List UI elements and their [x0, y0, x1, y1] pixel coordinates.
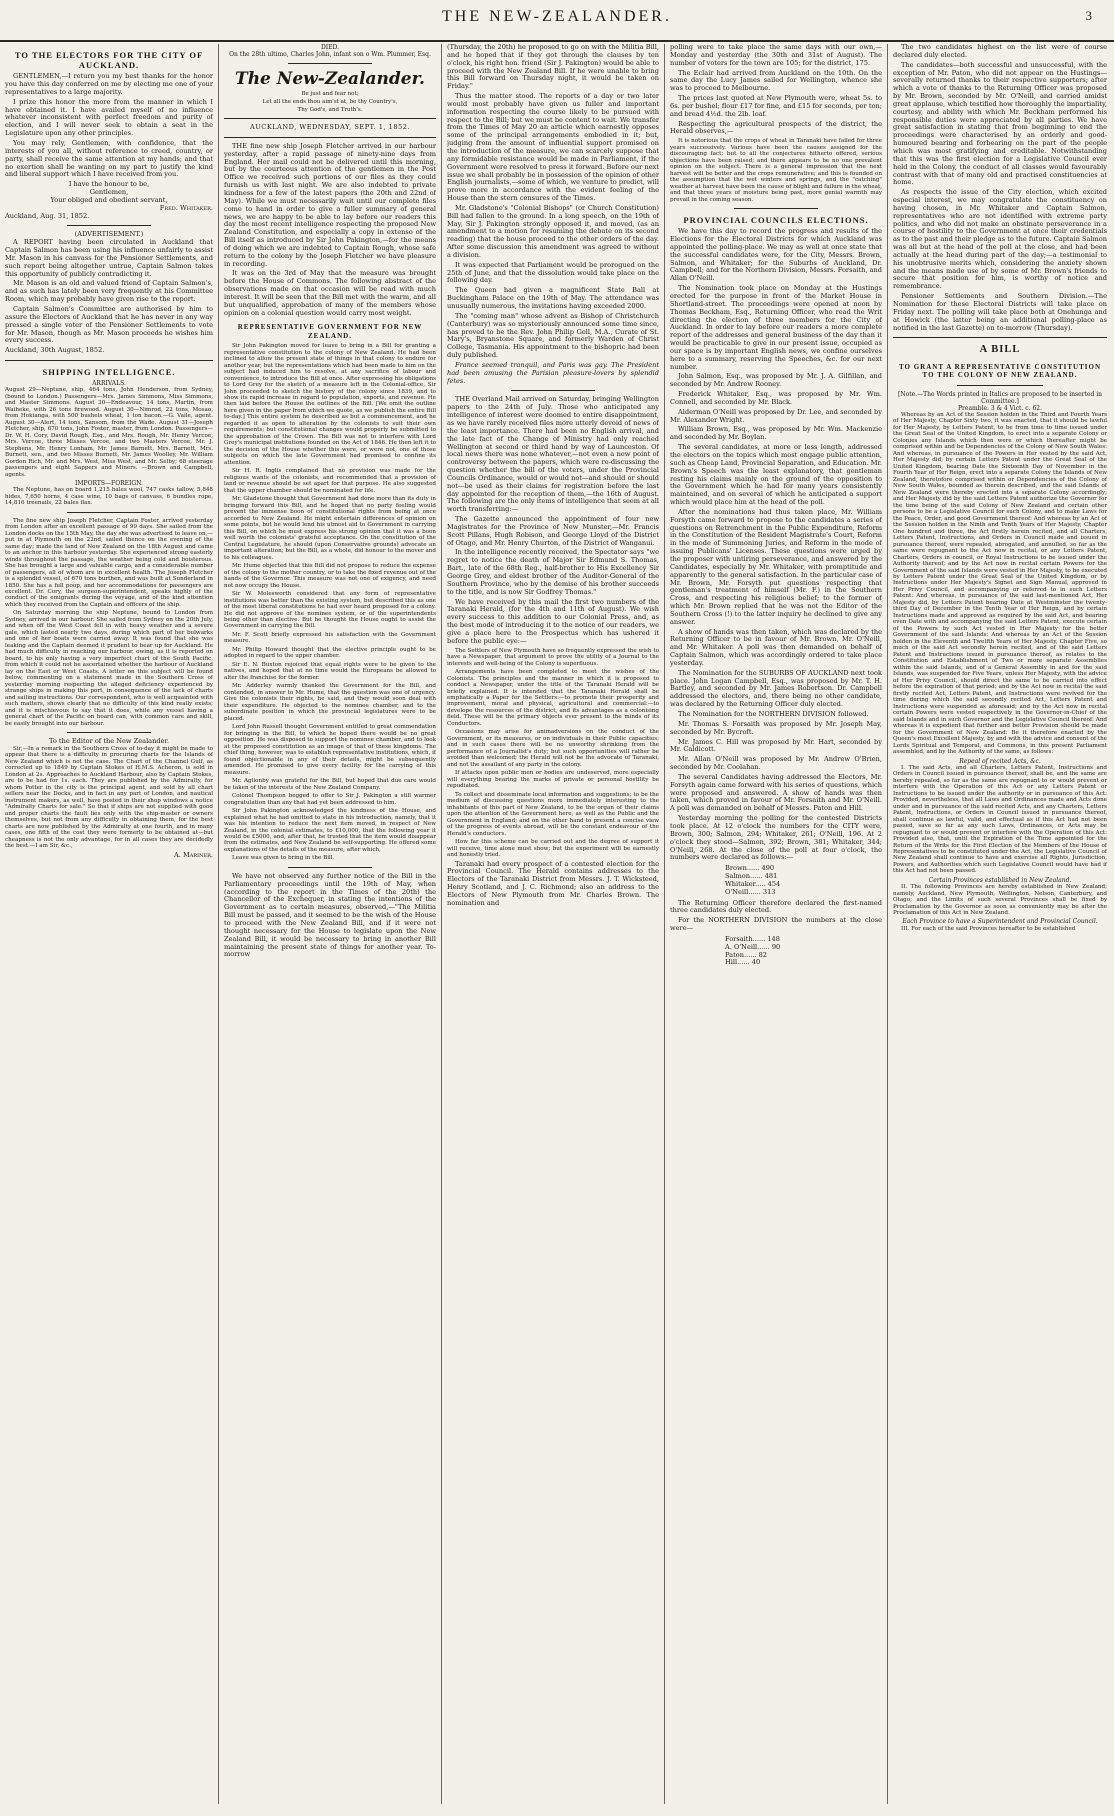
prospectus-paragraph: If attacks upon public men or bodies are undeserved, more especially will everything bearing the marks of private or personal hostility be repudiated. — [447, 770, 659, 790]
editor-letter: Sir,—In a remark in the Southern Cross of to-day it might be made to appear that there is a difficulty in procuring charts for the Islands of New Zealand which is not the case. The Chart of the Channel Gulf, as corrected up to 1849 by Captain Stokes of H.M.S. Acheron, is sold in London at 2s. Approaches to Auckland Harbour, also by Captain Stokes, are to be had for 1s. each. They are published by the Admiralty, for whom Potter in the city is the principal agent, and sold by all chart sellers near the Docks, and in fact in any part of London, and nautical instrument makers, as well, have posted in their shop windows a notice "Admiralty Charts for sale." So that if ships are not supplied with good and proper charts the fault lies only with the ship-master or owners themselves, but not from any difficulty in obtaining them, for the best charts are now published by the Admiralty at one fourth, and in many cases, one fifth of the cost they were formerly to be obtained at—but cheapness is not the only advantage, for in all cases they are decidedly the best.—I am Sir, &c., — [5, 746, 213, 850]
article-paragraph: The Nomination took place on Monday at the Hustings erected for the purpose in front of the Market House in Shortland-street. The proceedings were opened at noon by Thomas Beckham, Esq., Returning Officer, who read the Writ directing the election of three members for the City of Auckland. In order to lay before our readers a more complete report of the addresses and general business of the day than it would be practicable to give in our present issue, occupied as our space is by important English news, we confine ourselves here to a summary, reserving the Speeches, &c. for our next number. — [670, 284, 882, 371]
article-paragraph: For the NORTHERN DIVISION the numbers at the close were— — [670, 916, 882, 933]
motto-line: Thy God's, and Truth's. — [297, 106, 363, 113]
poll-row: O'Neill...... 313 — [725, 887, 776, 896]
divider — [67, 512, 150, 513]
divider — [511, 390, 596, 391]
article-paragraph: The Gazette announced the appointment of four new Magistrates for the Province of New Munster,—Mr. Francis Scott Pillans, Hugh Robison, and George Lloyd of the District of Otago, and Mr. Henry Churton, of the District of Wanganui. — [447, 515, 659, 547]
article-paragraph: (Thursday, the 20th) he proposed to go on with the Militia Bill, and he hoped that if they got through the clauses by ten o'clock, his right hon. friend (Sir J. Pakington) would be able to proceed with the New Zealand Bill. If he were unable to bring this Bill forward on Thursday night, it would be taken on Friday." — [447, 44, 659, 91]
poll-row: A. O'Neill...... 90 — [725, 942, 781, 951]
electors-closing: Gentlemen, — [89, 188, 129, 197]
bill-preamble-label: Preamble. 3 & 4 Vict. c. 62. — [958, 404, 1042, 412]
divider — [734, 208, 819, 209]
article-paragraph: Colonel Thompson begged to offer to Sir J. Pakington a still warmer congratulation than any that had yet been addressed to him. — [224, 793, 436, 806]
bill-paragraph: I. The said Acts, and all Charters, Letters Patent, Instructions and Orders in Council issued in pursuance thereof, shall be, and the same are hereby repealed, so far as the same are repugnant to or would prevent or interfere with the Operation of this Act or any Letters Patent or Instructions to be issued under the authority or in pursuance of this Act: Provided, nevertheless, that all Laws and Ordinances made and Acts done under and in pursuance of the said recited Acts, and any Charters, Letters Patent, Instructions, or Orders in Council issued in pursuance thereof, shall continue as lawful, valid, and effectual as if this Act had not been passed, save so far as any such Laws, Ordinances, or Acts may be repugnant to or would prevent or interfere with the Operation of this Act: Provided also, that, until the Expiration of the Time appointed for the Return of the Writs for the First Election of the Members of the House of Representatives to be constituted under the Act, the Legislative Council of New Zealand shall continue to have and exercise all Rights, Jurisdiction, Powers, and Authorities which such Legislative Council would have had if this Act had not been passed. — [893, 764, 1107, 875]
article-paragraph: The candidates—both successful and unsuccessful, with the exception of Mr. Paton, who did not appear on the Hustings—severally returned thanks to their respective supporters; after which a vote of thanks to the Returning Officer was proposed by Mr. Brown, seconded by Mr. O'Neill, and carried amidst great applause, which testified how thoroughly the impartiality, courtesy, and ability with which Mr. Beckham performed his responsible duties were appreciated by all parties. We have great satisfaction in stating that from beginning to end the proceedings were characterised by an orderly and good-humoured bearing and forbearing on the part of the people which was most gratifying and creditable. Notwithstanding that this was the first election for a Legislative Council ever held in the Colony, the conduct of all classes would favourably contrast with that of many old and practised constituencies at home. — [893, 60, 1107, 187]
bill-note: [Note.—The Words printed in Italics are proposed to be inserted in Committee.] — [898, 390, 1102, 405]
column-rule — [441, 44, 442, 1804]
article-paragraph: It was on the 3rd of May that the measure was brought before the House of Commons. The following abstract of the observations made on that occasion will be read with much interest. It will be seen that the Bill met with the warm, and all but unqualified, approbation of many of the members whose opinion on a colonial question would carry most weight. — [224, 269, 436, 317]
shipping-paragraph: On Saturday morning the ship Neptune, bound to London from Sydney, arrived in our harbour. She sailed from Sydney on the 20th July, and when off the West Coast fell in with heavy weather and a severe gale, which lasted nearly two days, during which part of her bulwarks and one of her boats were carried away. It was found that she was leaking and the Captain deemed it prudent to bear up for Auckland. He had much difficulty in reaching our harbour, owing, as it is reported on board, to his only having a very imperfect chart of the South Pacific, from which it could not be ascertained whether the harbour of Auckland lay on the East or West Coasts. A letter on this subject will be found below, commenting on a statement made in the Southern Cross of yesterday morning respecting the alleged deficiency experienced by strange ships in making this port, in consequence of the lack of charts and sailing instructions. Our correspondent, who is well acquainted with such matters, shows clearly that no difficulty of this kind really exists; and it is mischievous to say that it does, while any vessel having a general chart of the Pacific on board can, with common care and skill, be easily brought into our harbour. — [5, 610, 213, 727]
article-paragraph: Sir W. Molesworth considered that any form of representative institutions was better than the existing system, but described this as one of the most liberal constitutions he had ever heard proposed for a colony. He did not approve of the nominee system, or of the superintendents being other than elective. But he thought the House ought to assist the Government in carrying the Bill. — [224, 591, 436, 630]
article-paragraph: It was expected that Parliament would be prorogued on the 25th of June, and that the dissolution would take place on the following day. — [447, 260, 659, 285]
article-paragraph: The Returning Officer therefore declared the first-named three candidates duly elected. — [670, 898, 882, 915]
article-paragraph: The several candidates, at more or less length, addressed the electors on the topics which most engage public attention, such as Cheap Land, Provincial Separation, and Education. Mr. Brown's Speech was the least explanatory, that gentleman resting his claims mainly on the ground of the opposition to the Government which he had for many years consistently maintained, and on several of which he anticipated a support which would place him at the head of the poll. — [670, 443, 882, 507]
divider — [288, 63, 373, 64]
arrivals-label: ARRIVALS. — [92, 380, 126, 388]
city-poll-table — [725, 865, 882, 896]
article-paragraph: THE Overland Mail arrived on Saturday, bringing Wellington papers to the 24th of July. Those who anticipated any intelligence of interest were doomed to entire disappointment, as we have rarely received files more utterly devoid of news of the least importance. There had been no English arrival, and the late fact of the Change of Ministry had only reached Wellington at second or third hand by way of Launceston. Of local news there was none whatever,—not even a new point of controversy between the papers, which were re-discussing the question whether the bill of the voters, under the Provincial Councils Ordinance, would or would not—and should or should not—be used as their claims for registration before the last day appointed for the reception of them,—the 16th of August. The following are the only items of intelligence that seem at all worth transferring:— — [447, 395, 659, 514]
article-paragraph: Pensioner Settlements and Southern Division.—The Nomination for these Electoral Districts will take place on Friday next. The polling will take place both at Onehunga and at Howick (the latter being an additional polling-place as notified in the last Gazette) on to-morrow (Thursday). — [893, 292, 1107, 332]
motto-line: Let all the ends thou aim'st at, be thy Country's, — [262, 99, 398, 105]
divider — [67, 225, 150, 226]
electors-signature: Fred. Whitaker. — [159, 203, 213, 212]
article-paragraph: The several Candidates having addressed the Electors, Mr. Forsyth again came forward with his series of questions, which were proposed and answered. A show of hands was then taken, which proved in favour of Mr. Forsaith and Mr. O'Neill. A poll was demanded on behalf of Messrs. Paton and Hill. — [670, 772, 882, 813]
article-paragraph: Sir E. N. Buxton rejoiced that equal rights were to be given to the natives, and hoped that at no time would the Europeans be allowed to alter the franchise for the former. — [224, 661, 436, 681]
poll-row: Whitaker..... 454 — [725, 879, 781, 888]
section-heading: REPRESENTATIVE GOVERNMENT FOR NEW ZEALAND. — [237, 323, 423, 340]
bill-heading: A BILL — [979, 344, 1021, 356]
paper-title: The New-Zealander. — [235, 69, 425, 90]
died-heading: DIED. — [320, 44, 340, 51]
article-paragraph: Sir H. R. Inglis complained that no provision was made for the religious wants of the colonists, and recommended that a provision of land or revenue should be set apart for that purpose. He also suggested that the upper chamber should be nominated for life. — [224, 468, 436, 494]
article-paragraph: Respecting the agricultural prospects of the district, the Herald observes,— — [670, 119, 882, 136]
article-paragraph: Taranaki had every prospect of a contested election for the Provincial Council. The Herald contains addresses to the Electors of the Taranaki District from Messrs. J. T. Wicksteed, Henry Scotland, and J. C. Richmond; also an address to the Electors of New Plymouth from Mr. Charles Brown. The nomination and — [447, 859, 659, 907]
advertisement-paragraph: Mr. Mason is an old and valued friend of Captain Salmon's, and as such has lately been very frequently at his Committee Room, which may probably have given rise to the report. — [5, 279, 213, 304]
article-paragraph: Mr. Thomas S. Forsaith was proposed by Mr. Joseph May, seconded by Mr. Bycroft. — [670, 719, 882, 736]
bill-paragraph: III. For each of the said Provinces hereafter to be established — [901, 925, 1076, 932]
article-paragraph: Mr. Allan O'Neill was proposed by Mr. Andrew O'Brien, seconded by Mr. Coolahan. — [670, 755, 882, 772]
article-paragraph: The Nomination for the NORTHERN DIVISION followed. — [678, 710, 869, 719]
column-3 — [447, 44, 659, 1804]
shipping-paragraph: The fine new ship Joseph Fletcher, Captain Foster, arrived yesterday from London after an excellent passage of 99 days. She sailed from the London docks on the 15th May, the day she was advertised to leave on,—put in at Plymouth on the 22nd, sailed thence on the evening of the same day; made the land of New Zealand on the 18th August and came to an anchor in this harbour yesterday. She experienced strong easterly winds throughout the passage, the weather being cold and boisterous. She has brought a large and valuable cargo, and a considerable number of passengers, all of whom are in excellent health. The Joseph Fletcher is a splendid vessel, of 670 tons burthen, and was built at Sunderland in 1850. She has a full poop, and her accommodations for passengers are excellent. Dr. Cory, the surgeon-superintendent, speaks highly of the conduct of the emigrants during the voyage, and of the kind attention which they received from the Captain and officers of the ship. — [5, 517, 213, 608]
divider — [288, 867, 373, 868]
electors-closing: Your obliged and obedient servant, — [50, 195, 168, 204]
article-paragraph: Mr. Aglionby was grateful for the Bill, but hoped that due care would be taken of the interests of the New Zealand Company. — [224, 778, 436, 791]
article-paragraph: After the nominations had thus taken place, Mr. William Forsyth came forward to propose to the candidates a series of questions on Retrenchment in the Public Expenditure, Reform in the Constitution of the Resident Magistrate's Court, Reform in the mode of Summoning Juries, and Reform in the mode of issuing Publicans' Licenses. These questions were urged by the proposer with untiring perseverance, and answered by the Candidates, especially by Mr. Whitaker, with promptitude and apparently to the general satisfaction. In the particular case of Mr. Brown, Mr. Forsyth put questions respecting that gentleman's treatment of himself (Mr. F.) in the Southern Cross, and respecting his religious belief; to the former of which Mr. Brown replied that he was not the Editor of the Southern Cross (!) to the latter inquiry he declined to give any answer. — [670, 507, 882, 626]
bill-margin-heading: Repeal of recited Acts, &c. — [959, 757, 1041, 765]
article-paragraph: France seemed tranquil, and Paris was gay. The President had been amusing the Parisian pleasure-lovers by splendid fetes. — [447, 360, 659, 385]
divider — [67, 732, 150, 733]
article-paragraph: Alderman O'Neill was proposed by Dr. Lee, and seconded by Mr. Alexander Wright. — [670, 407, 882, 424]
poll-row: Brown...... 490 — [725, 864, 775, 873]
bill-margin-heading: Certain Provinces established in New Zealand. — [928, 876, 1072, 884]
electors-paragraph: I prize this honor the more from the manner in which I have obtained it. I have availed myself of no influence whatever inconsistent with perfect freedom and purity of election, and I will never seek to obtain a seat in the Legislature upon any other principles. — [5, 97, 213, 138]
article-paragraph: Sir John Pakington acknowledged the kindness of the House, and explained what he had omitted to state in his introduction, namely, that it was his intention to reduce the next item moved, in respect of New Zealand, in the colonial estimates, to £10,000, that the following year it would be £5000, and, after that, he trusted that the item would disappear from the estimates, and New Zealand be self-supporting. He offered some explanations of the details of the measure, after which, — [224, 808, 436, 853]
poll-row: Paton...... 82 — [725, 950, 767, 959]
article-paragraph: Thus the matter stood. The reports of a day or two later would most probably have given us fuller and important information respecting the course likely to be pursued with respect to the Bill; but we must be content to wait. We transfer from the Times of May 20 an article which earnestly opposes some of the principal arrangements embodied in it; but, judging from the amount of influential support promised on the introduction of the measure, we can scarcely suppose that any formidable resistance would be made in Parliament, if the Government were resolved to press it forward. Before our next issue we shall probably be in possession of the opinion of other English journalists,—some of which, we venture to predict, will prove more in accordance with the evident feeling of the House than the stern censures of the Times. — [447, 92, 659, 203]
article-paragraph: The Queen had given a magnificent State Ball at Buckingham Palace on the 19th of May. The attendance was unusually numerous, the invitations having exceeded 2000. — [447, 286, 659, 310]
column-rule — [887, 44, 888, 1804]
north-poll-table — [725, 936, 882, 967]
divider — [224, 137, 436, 138]
article-paragraph: Mr. F. Scott briefly expressed his satisfaction with the Government measure. — [224, 631, 436, 645]
advertisement-paragraph: Captain Salmon's Committee are authorised by him to assure the Electors of Auckland that he has never in any way pressed a single voter of the Pensioner Settlements to vote for Mr. Mason, though as Mr. Mason proceeds he wishes him every success. — [5, 305, 213, 345]
article-paragraph: William Brown, Esq., was proposed by Mr. Wm. Mackenzie and seconded by Mr. Boylan. — [670, 425, 882, 442]
masthead — [0, 0, 1114, 42]
bill-paragraph: Whereas by an Act of the Session holden in the Third and Fourth Years of Her Majesty, Chapter Sixty two, it was enacted, that it should be lawful for Her Majesty, by Letters Patent, to be from time to time issued under the Great Seal of the United Kingdom, to erect into a separate Colony or Colonies any Islands which then were or which thereafter might be comprised within and be Dependencies of the Colony of New South Wales: And whereas, in pursuance of the Powers in Her vested by the said Act, Her Majesty did, by certain Letters Patent under the Great Seal of the United Kingdom, bearing Date the Sixteenth Day of November in the Fourth Year of Her Reign, erect into a separate Colony the Islands of New Zealand, theretofore comprised within or Dependencies of the Colony of New South Wales, bounded as therein described, and the said Islands of New Zealand were thereby erected into a separate Colony accordingly; and Her Majesty did by the said Letters Patent authorize the Governor for the time being of the said Colony of New Zealand and certain other persons to be a Legislative Council for such Colony, and to make Laws for the Peace, Order, and good Government thereof: And whereas by an Act of the Session holden in the Ninth and Tenth Years of Her Majesty, Chapter One hundred and three, the Act firstly herein recited, and all Charters, Letters Patent, Instructions, and Orders in Council made and issued in pursuance thereof, were repealed, abrogated, and annulled, so far as the same were repugnant to the Act now in recital, or any Letters Patent, Charters, Orders in council, or Royal Instructions to be issued under the Authority thereof; and by the Act now in recital certain Powers for the Government of the said Islands were vested in Her Majesty, to be executed by Letters Patent under the Great Seal of the United Kingdom, or by Instructions under Her Majesty's Signet and Sign Manual, approved in Her Privy Council, and accompanying or referred to in such Letters Patent: And whereas, in pursuance of the said last-mentioned Act, Her Majesty did, by Letters Patent bearing Date at Westminster the twenty-third Day of December in the Tenth Year of Her Reign, and by certain Instructions made and approved as required by the said Act, and bearing even Date with and accompanying the said Letters Patent, execute certain of the Powers by such Act vested in Her Majesty for the better Government of the said Islands: And whereas by an Act of the Session holden in the Eleventh and Twelfth Years of Her Majesty, Chapter Five, so much of the said Act secondly herein recited, and of the said Letters Patent and Instructions issued in pursuance thereof, as relates to the Constitution and Establishment of Two or more separate Assemblies within the said Islands, and of a General Assembly in and for the said Islands, was suspended for Five Years, unless Her Majesty, with the advice of Her Privy Council, should direct the same to be carried into effect before the expiration of that period; and by the Act now in recital the said firstly recited Act, Letters Patent, and Instructions were revived for the time during which the said secondly recited Act, Letters Patent and Instructions were suspended as aforesaid; and by the Act now in recital certain Powers were vested respectively in the Governor-in-Chief of the said Islands and in such Governor and the Legislative Council thereof: And whereas it is expedient that further and better Provision should be made for the Government of New Zealand: Be it therefore enacted by the Queen's most Excellent Majesty, by and with the advice and consent of the Lords Spiritual and Temporal, and Commons, in this present Parliament assembled, and by the Authority of the same, as follows: — [893, 411, 1107, 756]
article-paragraph: Mr. Gladstone's "Colonial Bishops" (or Church Constitution) Bill had fallen to the ground. In a long speech, on the 19th of May, Sir J. Pakington strongly opposed it, and moved, (as an amendment to a motion for resuming the debate on its second reading) that the house proceed to the other orders of the day. After some discussion this amendment was agreed to without a division. — [447, 203, 659, 259]
editor-signature: A. Mariner. — [174, 850, 213, 859]
prospectus-paragraph: Occasions may arise for animadversions on the conduct of the Government, or its measures, or on individuals in their Public capacities; and in such cases there will be no unworthy shrinking from the performance of a Journalist's duty; but such opportunities will rather be avoided than welcomed; the Herald will not be the advocate of Taranaki, and not the assailant of any party in the colony. — [447, 729, 659, 768]
prospectus-paragraph: The Settlers of New Plymouth have so frequently expressed the wish to have a Newspaper, that argument to prove the utility of a Journal to the interests and well-being of the Colony is superfluous. — [447, 647, 659, 667]
column-5 — [893, 44, 1107, 1804]
quoted-paragraph: It is notorious that the crops of wheat in Taranaki have failed for three years successively. Various have been the causes assigned for the discouraging fact; but to all the conjectures hitherto offered, serious objections have been raised; and there appears to be no one prevalent opinion on the subject. There is a general impression that the next harvest will be better and the crops remunerative; and this is founded on the assumption that the wet winters and springs, and the "catching" weather at harvest have been the cause of blight and failure in the wheat, and that three years of moisture being past, more genial warmth may prevail in the coming season. — [670, 138, 882, 203]
article-paragraph: The prices last quoted at New Plymouth were, wheat 5s. to 6s. per bushel; flour £17 for fine, and £15 for seconds, per ton; and bread 4½d. the 2lb. loaf. — [670, 94, 882, 118]
divider — [5, 360, 213, 361]
article-paragraph: John Salmon, Esq., was proposed by Mr. J. A. Gilfillan, and seconded by Mr. Andrew Rooney. — [670, 372, 882, 389]
masthead-title: THE NEW-ZEALANDER. — [442, 8, 672, 25]
article-paragraph: Mr. James C. Hill was proposed by Mr. Hart, seconded by Mr. Caldicott. — [670, 737, 882, 754]
divider — [893, 337, 1107, 338]
article-paragraph: Frederick Whitaker, Esq., was proposed by Mr. Wm. Connell, and seconded by Mr. Black. — [670, 390, 882, 406]
poll-row: Salmon...... 481 — [725, 872, 778, 881]
prospectus-paragraph: To collect and disseminate local information and suggestions; to be the medium of discussing questions more immediately interesting to the inhabitants of this part of New Zealand, to be the organ of their claims upon the attention of the Government here, as well as the Public and the Government in England; and on the other hand to present a concise view of the progress of events abroad, will be the constant endeavour of the Herald's conductors. — [447, 791, 659, 837]
article-paragraph: Mr. Hume objected that this Bill did not propose to reduce the expense of the colony to the mother country, or to take the fixed revenue out of the hands of the Governor. This measure was not one of exigency, and need not now occupy the House. — [224, 563, 436, 589]
article-paragraph: As respects the issue of the City election, which excited especial interest, we may congratulate the constituency on having chosen, in Mr. Whitaker and Captain Salmon, representatives who are not identified with extreme party politics, and who did not make an obstinate perseverance in a course of hostility to the Government at once their credentials as to the past and their pledge as to the future. Captain Salmon was all but at the head of the poll at the close, and had been actually at the head during part of the day;—a testimonial to his unobtrusive merits which, considering the anxiety shown and the means made use of by some of Mr. Brown's friends to secure that position for him, is worthy of notice and remembrance. — [893, 188, 1107, 291]
poll-row: Forsaith...... 148 — [725, 934, 780, 943]
article-paragraph: A show of hands was then taken, which was declared by the Returning Officer to be in favour of Mr. Brown, Mr. O'Neill, and Mr. Whitaker. A poll was then demanded on behalf of Captain Salmon, which was accordingly ordered to take place yesterday. — [670, 627, 882, 667]
poll-row: Hill...... 40 — [725, 958, 761, 967]
column-4 — [670, 44, 882, 1804]
article-paragraph: Mr. Adderley warmly thanked the Government for the Bill, and contended, in answer to Mr. Hume, that the question was one of urgency. Give the colonists their rights, he said, and they would soon deal with their expenditure. He objected to the nominee chamber, and to the subordinate position in which the provincial legislatures were to be placed. — [224, 683, 436, 722]
councils-heading: PROVINCIAL COUNCILS ELECTIONS. — [683, 215, 869, 226]
bill-subheading: TO GRANT A REPRESENTATIVE CONSTITUTION TO THE COLONY OF NEW ZEALAND. — [898, 362, 1102, 380]
editor-heading: To the Editor of the New Zealander. — [48, 737, 170, 746]
article-paragraph: We have received by this mail the first two numbers of the Taranaki Herald, (for the 4th and 11th of August). We wish every success to this addition to our Colonial Press, and, as the best mode of introducing it to the notice of our readers, we give a place here to the Prospectus which has ushered it before the public eye:— — [447, 597, 659, 645]
article-paragraph: Leave was given to bring in the Bill. — [232, 855, 335, 862]
electors-paragraph: You may rely, Gentlemen, with confidence, that the interests of you all, without reference to creed, country, or party, shall receive the same attention at my hands; and that no exertion shall be wanting on my part to justify the kind and liberal support which I have received from you. — [5, 138, 213, 179]
article-paragraph: Yesterday morning the polling for the contested Districts took place. At 12 o'clock the numbers for the CITY were, Brown, 300; Salmon, 294; Whitaker, 261; O'Neill, 196. At 2 o'clock they stood—Salmon, 392; Brown, 381; Whitaker, 344; O'Neill, 268. At the close of the poll at four o'clock, the numbers were declared as follows:— — [670, 814, 882, 862]
divider — [224, 118, 436, 119]
prospectus-paragraph: Arrangements have been completed to meet the wishes of the Colonists. The principles and the manner in which it is proposed to conduct a Newspaper, under the title of the Taranaki Herald will be briefly explained. It is intended that the Taranaki Herald shall be emphatically a Paper for the Settlers:—to promote their prosperity and improvement, moral and physical, agricultural and commercial:—to develope the resources of the district, and its advantages as a colonising field. These will be the primary objects ever present to the minds of its Conductors. — [447, 669, 659, 727]
electors-heading: TO THE ELECTORS FOR THE CITY OF AUCKLAND. — [14, 50, 204, 71]
bill-paragraph: II. The following Provinces are hereby established in New Zealand; namely, Auckland, New Plymouth, Wellington, Nelson, Canterbury, and Otago; and the Limits of such several Provinces shall be fixed by Proclamation by the Governor as soon as conveniently may be after the Proclamation of this Act in New Zealand. — [893, 884, 1107, 916]
article-paragraph: The two candidates highest on the list were of course declared duly elected. — [893, 44, 1107, 59]
article-paragraph: The Nomination for the SUBURBS OF AUCKLAND next took place. John Logan Campbell, Esq., was proposed by Mr. T. H. Bartley, and seconded by Mr. James Robertson. Dr. Campbell addressed the electors, and, there being no other candidate, was declared by the Returning Officer duly elected. — [670, 668, 882, 709]
page-number: 3 — [1085, 8, 1092, 23]
prospectus-paragraph: How far this scheme can be carried out and the degree of support it will receive, time alone must show; but the experiment will be earnestly and honestly tried. — [447, 839, 659, 859]
article-paragraph: The Eclair had arrived from Auckland on the 10th. On the same day the Lucy James sailed for Wellington, whence she was to proceed to Melbourne. — [670, 68, 882, 93]
died-notice: On the 28th ultimo, Charles John, infant son o Wm. Plummer, Esq. — [229, 51, 431, 59]
article-paragraph: We have this day to record the progress and results of the Elections for the Electoral Districts for which Auckland was appointed the polling-place. We may as well at once state that the successful candidates were, for the City, Messrs. Brown, Salmon, and Whitaker; for the Suburbs of Auckland, Dr. Campbell; and for the Northern Division, Messrs. Forsaith, and Allan O'Neill. — [670, 227, 882, 283]
article-paragraph: THE fine new ship Joseph Fletcher arrived in our harbour yesterday, after a rapid passage of ninety-nine days from England. Her mail could not be delivered until this morning, but by the courteous attention of the gentlemen in the Post Office we received such portions of our files as they could furnish us with last night. We are also indebted to private kindness for a few of the latest papers (the 20th and 22nd of May). While we must necessarily wait until our complete files come to hand in order to give a fuller summary of general news, we are happy to be able to lay before our readers this day the most recent intelligence respecting the proposed New Zealand Constitution, and especially a copy in extenso of the Bill itself as introduced by Sir John Pakington,—for the means of doing which we are indebted to Captain Rough, whose safe return to the colony by the Joseph Fletcher we have pleasure in recording. — [224, 141, 436, 268]
shipping-heading: SHIPPING INTELLIGENCE. — [42, 367, 176, 378]
article-paragraph: Sir John Pakington moved for leave to bring in a Bill for granting a representative constitution to the colony of New Zealand. He had been inclined to allow the present state of things in that colony to endure for another year, but the representations which had been made to him on the subject had induced him to resolve, at any sacrifice of labour and convenience, to introduce the Bill at once. After expressing his obligations to Lord Grey for the sketch of a measure left in the Colonial-office, Sir John proceeded to sketch the history of the colony since 1839, and to show its rapid increase in regard to population, exports, and revenue. He then laid before the House the outlines of the Bill. [We omit the outline here given in the paper from which we quote, as we publish the entire Bill to-day.] This entire system he described as but a commencement, and he regarded it as open to alteration by the colonists to suit their own requirements; but constitutional changes would properly be submitted to the approbation of the Crown. The Bill was not to interfere with Lord Grey's municipal institutions founded on the Act of 1846. He then left it to the decision of the House whether this were, or were not, one of those subjects on which the late Government had promised to confine its attention. — [224, 343, 436, 466]
article-paragraph: In the intelligence recently received, the Spectator says "we regret to notice the death of Major Sir Edmund S. Thomas, Bart., late of the 68th Reg., half-brother to His Excellency Sir George Grey, and eldest brother of the Auditor-General of the Southern Province, who by the demise of his brother succeeds to the title, and is now Sir Godfrey Thomas." — [447, 548, 659, 596]
electors-date: Auckland, Aug. 31, 1852. — [5, 211, 90, 220]
article-paragraph: Lord John Russell thought Government entitled to great commendation for bringing in the Bill, to which he hoped there would be no great opposition. He was disposed to support the nominee chamber, and to look at the proposed constitution as an image of that of these kingdoms. The chief thing, however, was to establish representative institutions, which, if found objectionable in any of their details, might be subsequently amended. He promised to give every facility for the carrying of this measure. — [224, 724, 436, 776]
arrivals-list: August 29—Neptune, ship, 464 tons, John Henderson, from Sydney, (bound to London.) Passengers—Mrs. James Simmons, Miss Simmons, and Master Simmons. August 30—Endeavour, 14 tons, Martin, from Waiheke, with 26 tons firewood. August 30—Nimrod, 22 tons, Mosao, from Hokianga, with 500 bushels wheat, 1 ton bacon.—G. Vaile, agent. August 30—Alert, 14 tons, Sansom, from the Wade. August 31—Joseph Fletcher, ship, 670 tons, John Foster, master, from London. Passengers—Dr. W. H. Cory, David Rough, Esq., and Mrs. Rough, Mr. Henry Vercoe, Mrs. Vercoe, three Misses Vercoe, and two Masters Vercoe, Mr. J. Stephens, Mr. Henry Lonham, Mr. James Barnett, Mrs. Barnett, Mrs. Burnett, sen., and two Misses Burnett, Mr. James Woolley, Mr. William Gordon Rich, Mr. and Mrs. West, Miss West, and Mr. Selby; 68 steerage passengers and eight Sappers and Miners. —Brown and Campbell, agents. — [5, 387, 213, 478]
article-paragraph: We have not observed any further notice of the Bill in the Parliamentary proceedings until the 19th of May, when (according to the report in the Times of the 20th) the Chancellor of the Exchequer, in stating the intentions of the Government as to certain measures, observed,—"The Militia Bill must be passed, and it seemed to be the wish of the House to proceed with the New Zealand Bill, and if it were not thought necessary for the House to legislate upon the New Zealand Bill, it would be necessary to bring in another Bill maintaining the present state of things for another year. To-morrow — [224, 871, 436, 959]
article-paragraph: Mr. Philip Howard thought that the elective principle ought to be adopted in regard to the upper chamber. — [224, 646, 436, 660]
motto-line: Be just and fear not; — [301, 91, 359, 98]
imports-text: The Neptune, has on board 1,215 bales wool, 747 casks tallow, 5,848 hides, 7,650 horns, 4 case wine, 10 bags of canvass, 6 bundles rope, 14,816 treenails, 22 bales flax. — [5, 487, 213, 507]
divider — [957, 385, 1043, 386]
column-rule — [218, 44, 219, 1804]
imports-label: IMPORTS—FOREIGN. — [75, 480, 143, 488]
dateline: AUCKLAND, WEDNESDAY, SEPT. 1, 1852. — [249, 123, 411, 132]
column-rule — [664, 44, 665, 1804]
electors-paragraph: GENTLEMEN,—I return you my best thanks for the honor you have this day conferred on me by electing me one of your representatives to a large majority. — [5, 72, 213, 96]
article-paragraph: The "coming man" whose advent as Bishop of Christchurch (Canterbury) was so mysteriously announced some time since, has proved to be the Rev. John Philip Gell, M.A., Curate of St. Mary's, Bryanstone Square, and formerly Warden of Christ College, Tasmania. His appointment to the bishopric had been duly published. — [447, 311, 659, 360]
article-paragraph: Mr. Gladstone thought that Government had done more than its duty in bringing forward this Bill, and he hoped that no party feeling would prevent the immense boon of constitutional rights from being at once accorded to New Zealand. He might entertain differences of opinion on some points, but he would lend his utmost aid to Government in carrying this Bill, on which he must express his strong opinion that it was a boon well worth the colonists' grateful acceptance. On the constitution of the Central Legislature, he should (upon Conservative grounds) advocate an important alteration; but the Bill, as a whole, did honour to the mover and to his colleagues. — [224, 496, 436, 561]
column-1 — [5, 44, 213, 1804]
bill-margin-heading: Each Province to have a Superintendent and Provincial Council. — [902, 918, 1098, 926]
column-2 — [224, 44, 436, 1804]
article-paragraph: polling were to take place the same days with our own,—Monday and yesterday (the 30th and 31st of August). The number of voters for the town are 105; for the district, 175. — [670, 44, 882, 67]
electors-closing: I have the honour to be, — [68, 180, 150, 189]
advertisement-tag: (ADVERTISEMENT.) — [74, 230, 144, 239]
advertisement-paragraph: A REPORT having been circulated in Auckland that Captain Salmon has been using his influence unfairly to assist Mr. Mason in his canvass for the Pensioner Settlements, and such report being altogether untrue, Captain Salmon takes this opportunity of publicly contradicting it. — [5, 238, 213, 278]
advertisement-date: Auckland, 30th August, 1852. — [5, 346, 105, 355]
